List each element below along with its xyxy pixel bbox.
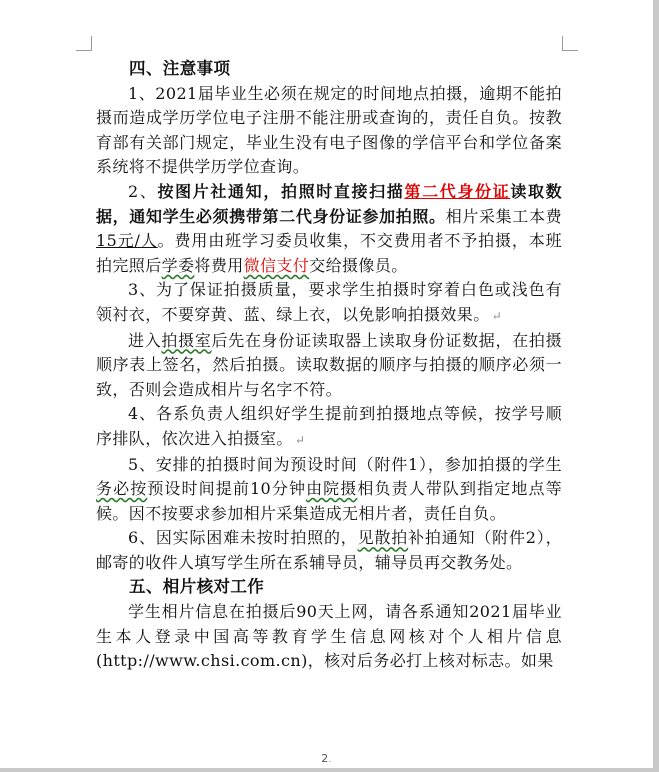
item-5-rest: 相负责人带队到指定地点等候。因不按要求参加相片采集造成无相片者，责任自负。 — [96, 479, 562, 523]
study-rep-text: 学委 — [161, 255, 195, 275]
fee-end-text: 交给摄像员。 — [309, 255, 408, 275]
heading-section-4: 四、注意事项 — [129, 59, 231, 78]
page-number-value: 2 — [321, 752, 329, 765]
paragraph-mark: ↵ — [294, 432, 306, 447]
crop-mark-top-right — [562, 36, 578, 51]
retake-text: 见散拍 — [357, 528, 409, 548]
dept-photo-text: 由院摄 — [306, 479, 358, 499]
paragraph-id-reading — [96, 329, 562, 403]
fee-text: 相片采集工本费 — [445, 206, 562, 226]
id-card-highlight: 第二代身份证 — [404, 181, 511, 201]
document-body[interactable] — [96, 57, 562, 674]
id-reading-text: 进入 — [128, 330, 162, 350]
paragraph-item-6 — [96, 526, 562, 575]
page-number-mark: . — [328, 752, 332, 765]
wechat-pay-text: 微信支付 — [243, 255, 310, 275]
item-number: 2、 — [128, 181, 158, 201]
heading-section-5: 五、相片核对工作 — [129, 577, 265, 597]
paragraph-item-1: 1、2021届毕业生必须在规定的时间地点拍摄，逾期不能拍摄而造成学历学位电子注册不能注册或查询的，责任自负。按教育部有关部门规定，毕业生没有电子图像的学信平台和学位备案系统将不提供学历学位查询。 — [96, 83, 562, 177]
paragraph-item-4 — [96, 402, 562, 452]
page-shadow-bottom — [0, 768, 659, 772]
bold-notice-rest: 读取数据，通知学生必须携带第二代身份证参加拍照。 — [96, 181, 562, 226]
item-5-text: 5、安排的拍摄时间为预设时间（附件1），参加拍摄的学生 — [128, 454, 562, 474]
crop-mark-top-left — [76, 36, 92, 51]
paragraph-item-2 — [96, 180, 562, 278]
fee-amount: 15元/人 — [96, 231, 158, 251]
must-text: 务必按 — [96, 479, 148, 499]
photo-room-text: 拍摄室 — [161, 330, 212, 350]
item-5-time: 预设时间提前10分钟 — [147, 479, 307, 499]
fee-collect-text: 。费用由班学习委员收集，不交费用者不予拍摄，本班拍完照后 — [96, 231, 562, 275]
item-6-rest: 补拍通知（附件2），邮寄的收件人填写学生所在系辅导员，辅导员再交教务处。 — [96, 528, 563, 572]
bold-notice: 按图片社通知，拍照时直接扫描 — [157, 181, 405, 201]
fee-pay-text: 将费用 — [194, 255, 244, 275]
paragraph-photo-check: 学生相片信息在拍摄后90天上网，请各系通知2021届毕业生本人登录中国高等教育学生信息网核对个人相片信息(http://www.chsi.com.cn)，核对后务必打上核对标志。如果 — [96, 602, 562, 671]
id-reading-rest: 后先在身份证读取器上读取身份证数据，在拍摄顺序表上签名，然后拍摄。读取数据的顺序与拍摄的顺序必须一致，否则会造成相片与名字不符。 — [96, 330, 563, 399]
paragraph-item-3 — [96, 278, 562, 328]
item-3-text: 3、为了保证拍摄质量，要求学生拍摄时穿着白色或浅色有领衬衣，不要穿黄、蓝、绿上衣，以免影响拍摄效果。 — [96, 280, 562, 324]
item-6-text: 6、因实际困难未按时拍照的， — [128, 528, 358, 548]
item-4-text: 4、各系负责人组织好学生提前到拍摄地点等候，按学号顺序排队，依次进入拍摄室。 — [96, 404, 562, 448]
paragraph-item-5 — [96, 453, 562, 527]
paragraph-mark: ↵ — [491, 308, 503, 323]
page-number — [0, 752, 653, 765]
page-shadow-right — [653, 0, 659, 772]
